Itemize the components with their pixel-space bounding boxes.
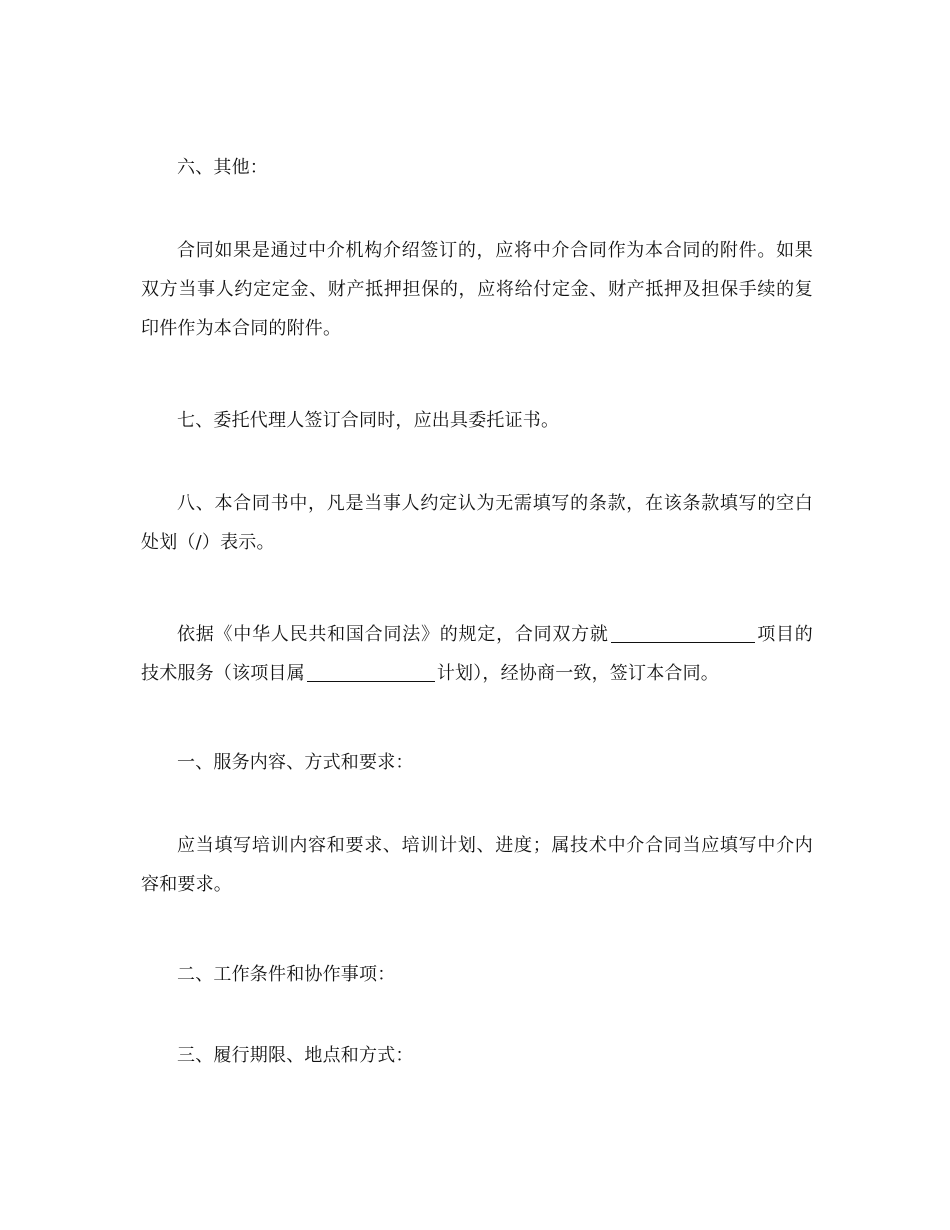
project-name-blank[interactable]	[611, 624, 755, 643]
paragraph-blank-clause: 八、本合同书中，凡是当事人约定认为无需填写的条款，在该条款填写的空白处划（/）表示。	[141, 493, 813, 553]
plan-name-blank[interactable]	[307, 663, 435, 682]
section-heading-agent: 七、委托代理人签订合同时，应出具委托证书。	[177, 410, 560, 431]
section-heading-performance-terms: 三、履行期限、地点和方式：	[177, 1045, 414, 1066]
basis-text-part3: 计划），经协商一致，签订本合同。	[436, 663, 720, 684]
section-heading-service-content: 一、服务内容、方式和要求：	[177, 752, 414, 773]
paragraph-contract-basis	[141, 615, 813, 693]
paragraph-intermediary-clause: 合同如果是通过中介机构介绍签订的，应将中介合同作为本合同的附件。如果双方当事人约定定金、财产抵押担保的，应将给付定金、财产抵押及担保手续的复印件作为本合同的附件。	[141, 240, 813, 339]
basis-text-part2: 项目的技术服务（该项目属	[141, 624, 813, 684]
paragraph-service-instructions: 应当填写培训内容和要求、培训计划、进度；属技术中介合同当应填写中介内容和要求。	[141, 835, 813, 895]
basis-text-part1: 依据《中华人民共和国合同法》的规定，合同双方就	[177, 624, 609, 645]
section-heading-other: 六、其他：	[177, 157, 268, 178]
section-heading-work-conditions: 二、工作条件和协作事项：	[177, 964, 396, 985]
